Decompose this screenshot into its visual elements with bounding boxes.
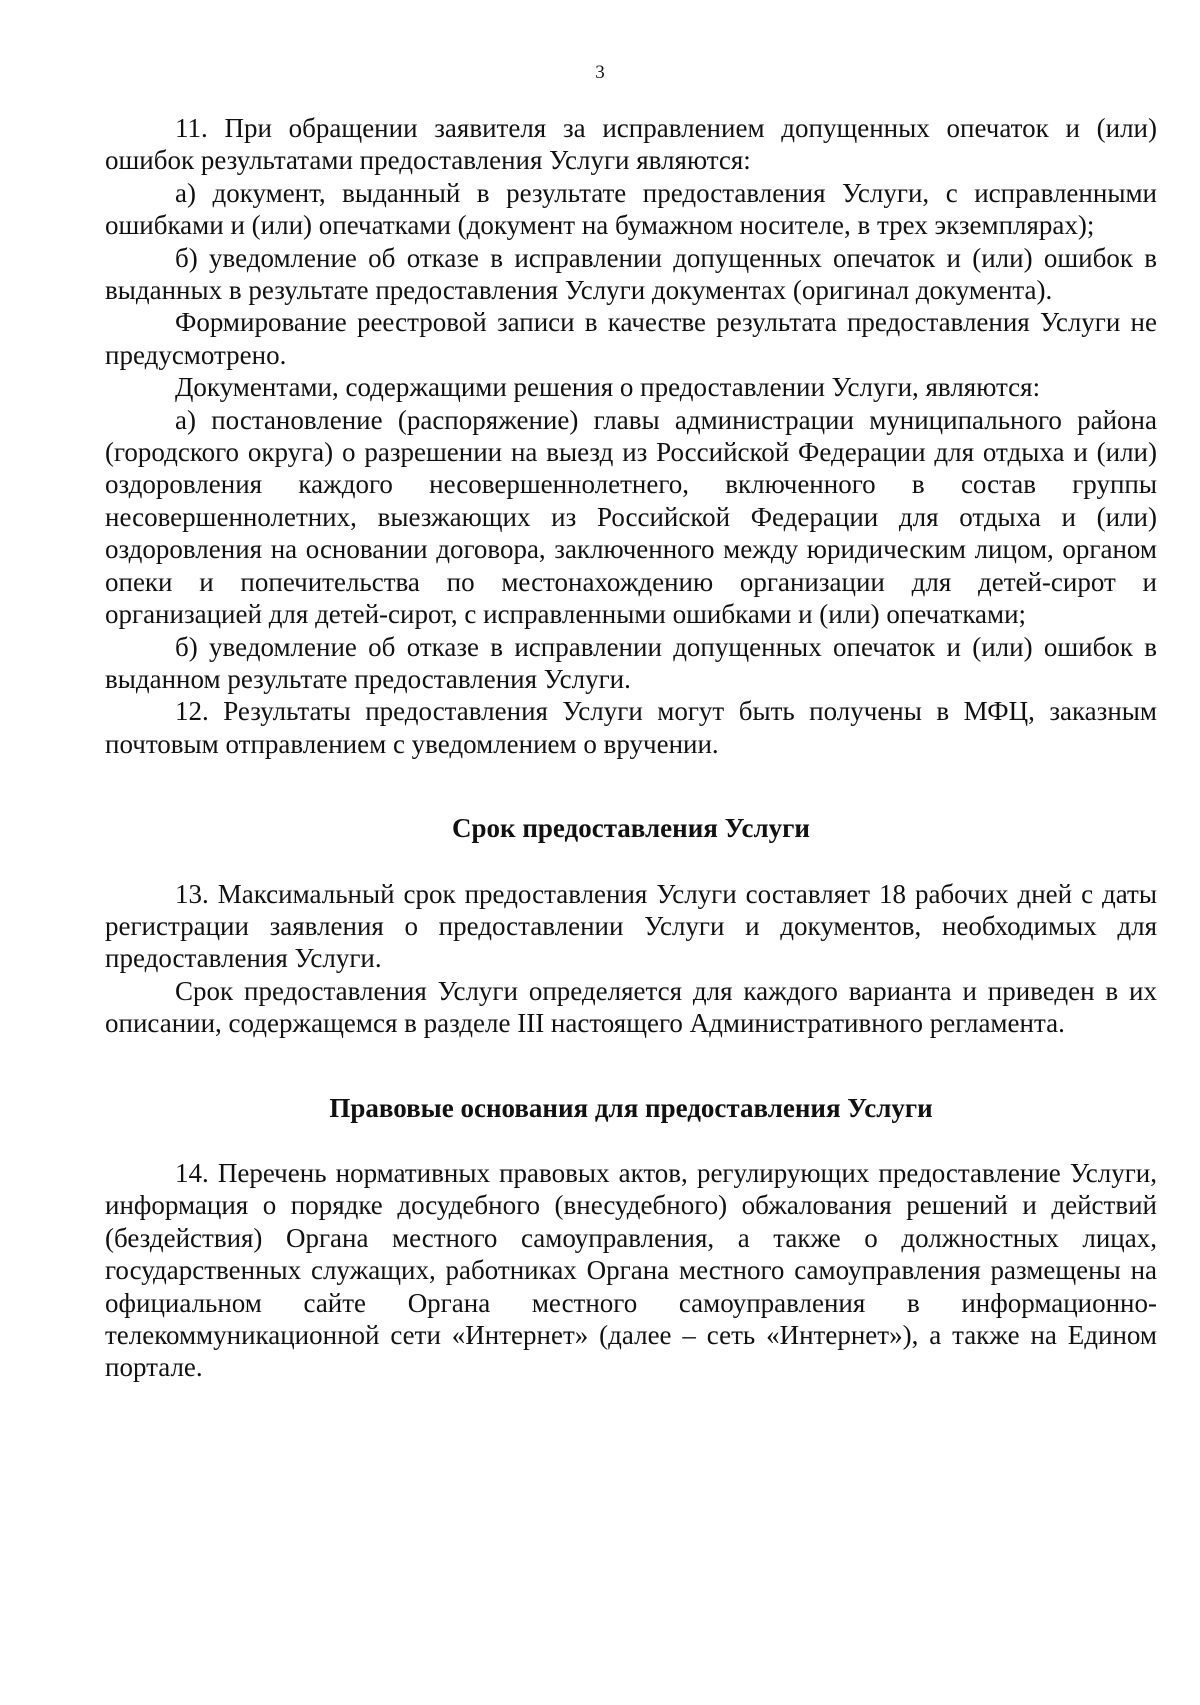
paragraph-14: 14. Перечень нормативных правовых актов, регулирующих предоставление Услуги, информация о порядке досудебного (внесудебного) обжалования решений и действий (бездействия) Органа местного самоуправления, а также о должностных лицах, государственных служащих, работниках Органа местного самоуправления размещены на официальном сайте Органа местного самоуправления в информационно-телекоммуникационной сети «Интернет» (далее – сеть «Интернет»), а также на Едином портале. <box>105 1157 1157 1383</box>
page-number: 3 <box>595 62 605 83</box>
heading-legal-grounds: Правовые основания для предоставления Услуги <box>329 1092 933 1123</box>
paragraph-11b: б) уведомление об отказе в исправлении допущенных опечаток и (или) ошибок в выданных в результате предоставления Услуги документах (оригинал документа). <box>105 242 1157 306</box>
paragraph-decision-a: а) постановление (распоряжение) главы администрации муниципального района (городского округа) о разрешении на выезд из Российской Федерации для отдыха и (или) оздоровления каждого несовершеннолетнего, включенного в состав группы несовершеннолетних, выезжающих из Российской Федерации для отдыха и (или) оздоровления на основании договора, заключенного между юридическим лицом, органом опеки и попечительства по местонахождению организации для детей-сирот и организацией для детей-сирот, с исправленными ошибками и (или) опечатками; <box>105 404 1157 630</box>
paragraph-decision-documents: Документами, содержащими решения о предоставлении Услуги, являются: <box>175 372 1041 403</box>
document-body <box>105 112 1157 1384</box>
heading-service-term: Срок предоставления Услуги <box>452 813 810 844</box>
paragraph-term-variant: Срок предоставления Услуги определяется для каждого варианта и приведен в их описании, содержащемся в разделе III настоящего Административного регламента. <box>105 975 1157 1039</box>
paragraph-13: 13. Максимальный срок предоставления Услуги составляет 18 рабочих дней с даты регистрации заявления о предоставлении Услуги и документов, необходимых для предоставления Услуги. <box>105 878 1157 974</box>
paragraph-11a: а) документ, выданный в результате предоставления Услуги, с исправленными ошибками и (или) опечатками (документ на бумажном носителе, в трех экземплярах); <box>105 177 1157 241</box>
paragraph-12: 12. Результаты предоставления Услуги могут быть получены в МФЦ, заказным почтовым отправлением с уведомлением о вручении. <box>105 696 1157 759</box>
paragraph-11: 11. При обращении заявителя за исправлением допущенных опечаток и (или) ошибок результатами предоставления Услуги являются: <box>105 113 1157 176</box>
paragraph-registry-record: Формирование реестровой записи в качестве результата предоставления Услуги не предусмотрено. <box>105 307 1157 370</box>
paragraph-decision-b: б) уведомление об отказе в исправлении допущенных опечаток и (или) ошибок в выданном результате предоставления Услуги. <box>105 631 1157 694</box>
